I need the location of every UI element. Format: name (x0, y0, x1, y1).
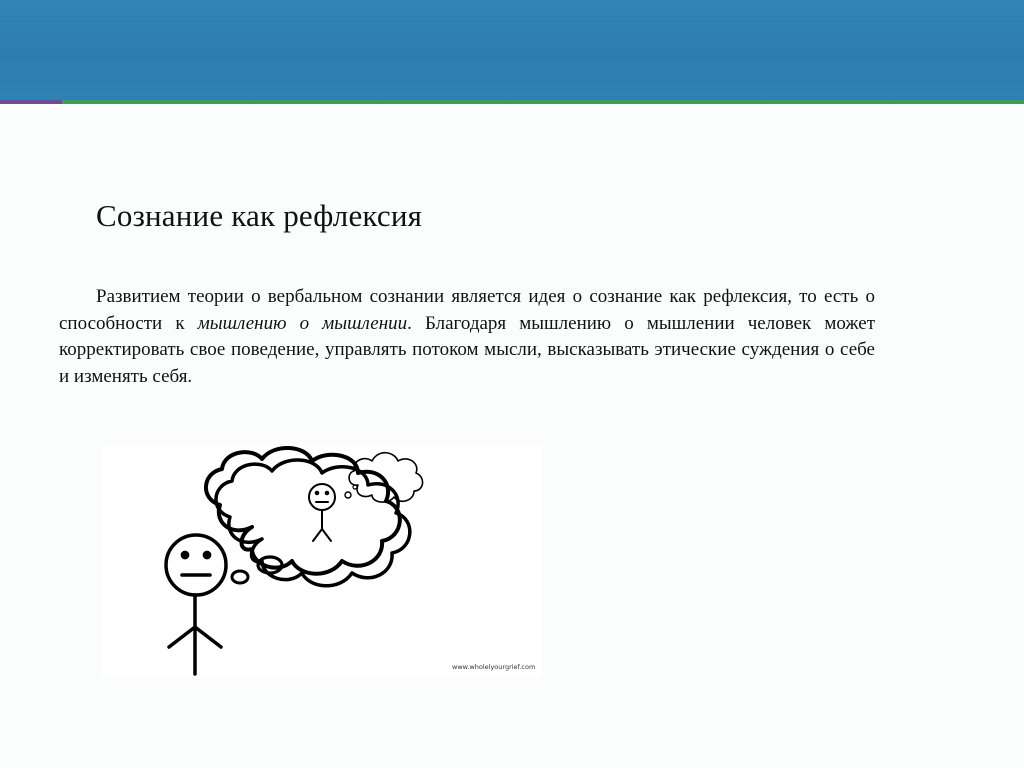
slide-paragraph (59, 284, 875, 390)
stick-figure-thought-bubble-icon (102, 445, 542, 677)
header-divider-line (0, 100, 1024, 104)
header-band (0, 0, 1024, 100)
paragraph-text-part-1: Развитием теории о вербальном сознании является идея о сознание как рефлексия, то есть о способности к (59, 286, 875, 334)
small-thought-cloud (349, 453, 423, 502)
large-thought-cloud (206, 448, 400, 574)
inner-stick-figure (309, 484, 335, 541)
thinking-figure-illustration (102, 445, 542, 677)
header-accent-mark (0, 100, 62, 104)
main-stick-figure (166, 535, 226, 674)
paragraph-emphasis: мышлению о мышлении (197, 312, 408, 334)
paragraph-text-part-2: . Благодаря мышлению о мышлении человек может корректировать свое поведение, управлять потоком мысли, высказывать этические суждения о себе и изменять себя. (59, 312, 875, 387)
illustration-watermark: www.wholelyourgrief.com (452, 663, 536, 671)
slide-title: Сознание как рефлексия (96, 198, 423, 233)
